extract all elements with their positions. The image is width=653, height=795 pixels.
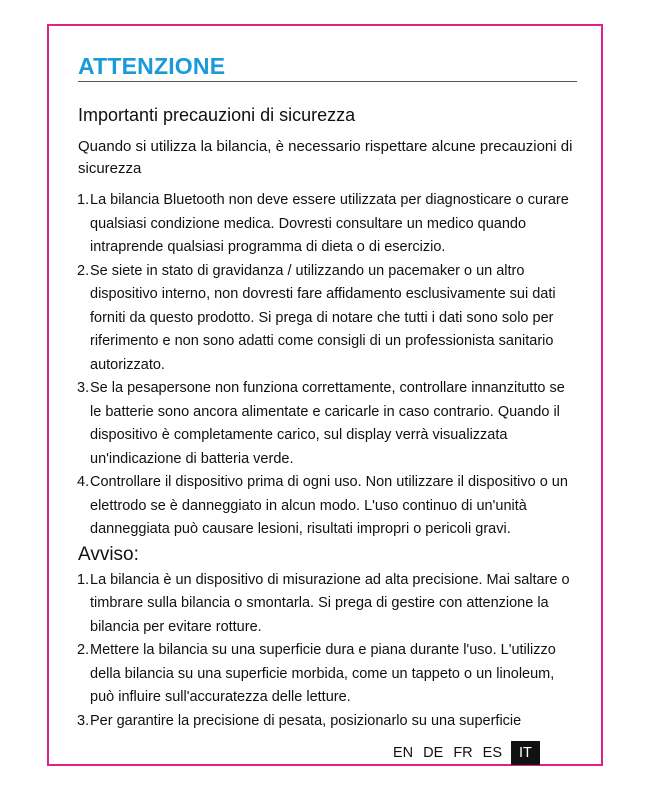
item-text: Se siete in stato di gravidanza / utilizzando un pacemaker o un altro dispositivo interno, non dovresti fare affidamento esclusivamente sui dati forniti da questo prodotto. Si prega di notare che tutti i dati sono solo per riferimento e non sono adatti come consigli di un professionista sanitario autorizzato.: [90, 262, 556, 373]
list-item: [78, 471, 578, 542]
list-item: [78, 189, 578, 260]
item-text: Se la pesapersone non funziona correttamente, controllare innanzitutto se le batterie sono ancora alimentate e caricarle in caso contrario. Quando il dispositivo è completamente carico, sul display verrà visualizzata un'indicazione di batteria verde.: [90, 380, 565, 467]
safety-intro: Quando si utilizza la bilancia, è necessario rispettare alcune precauzioni di sicurezza: [78, 138, 573, 177]
page-content: [78, 52, 578, 733]
notice-list: [78, 569, 578, 734]
language-es[interactable]: ES: [482, 745, 502, 761]
item-number: 3.: [77, 712, 90, 729]
page-title: ATTENZIONE: [78, 52, 577, 82]
item-number: 1.: [77, 571, 90, 588]
language-selector: [388, 741, 540, 765]
list-item: [78, 639, 578, 710]
language-en[interactable]: EN: [393, 745, 414, 761]
item-number: 4.: [77, 474, 90, 490]
list-item: [78, 569, 578, 640]
language-fr[interactable]: FR: [453, 745, 473, 761]
item-number: 1.: [77, 192, 90, 208]
language-de[interactable]: DE: [423, 745, 444, 761]
item-text: La bilancia è un dispositivo di misurazione ad alta precisione. Mai saltare o timbrare sulla bilancia o smontarla. Si prega di gestire con attenzione la bilancia per evitare rotture.: [90, 571, 570, 635]
item-number: 2.: [77, 642, 90, 658]
list-item: [78, 377, 578, 471]
item-text: Per garantire la precisione di pesata, posizionarlo su una superficie: [90, 712, 522, 729]
item-number: 2.: [77, 262, 90, 279]
list-item: [78, 260, 578, 378]
list-item: [78, 710, 578, 734]
safety-heading: Importanti precauzioni di sicurezza: [78, 105, 356, 125]
item-text: La bilancia Bluetooth non deve essere utilizzata per diagnosticare o curare qualsiasi condizione medica. Dovresti consultare un medico quando intraprende qualsiasi programma di dieta o di esercizio.: [90, 192, 569, 255]
item-text: Controllare il dispositivo prima di ogni uso. Non utilizzare il dispositivo o un elettrodo se è danneggiato in alcun modo. L'uso continuo di un'unità danneggiata può causare lesioni, risultati impropri o pericoli gravi.: [90, 474, 568, 537]
item-text: Mettere la bilancia su una superficie dura e piana durante l'uso. L'utilizzo della bilancia su una superficie morbida, come un tappeto o un linoleum, può influire sull'accuratezza delle letture.: [90, 642, 556, 705]
language-it[interactable]: IT: [511, 741, 540, 765]
notice-heading: Avviso:: [78, 543, 139, 565]
item-number: 3.: [77, 380, 90, 396]
safety-list: [78, 189, 578, 542]
